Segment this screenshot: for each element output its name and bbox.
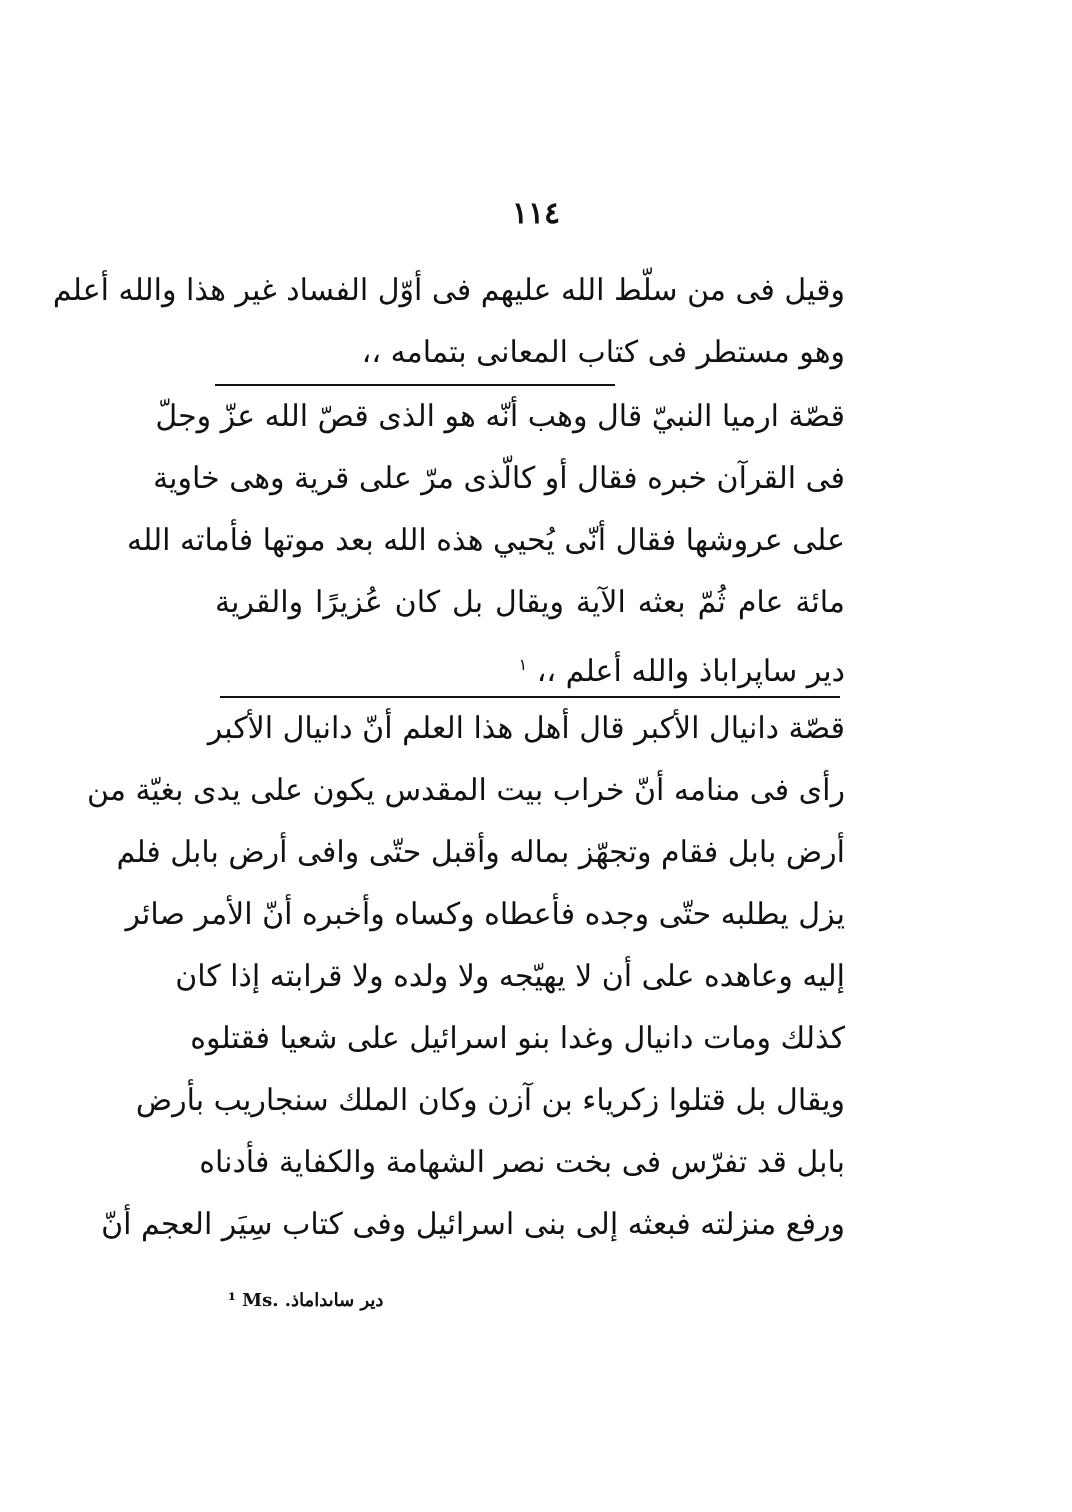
body-text xyxy=(52,260,845,1256)
footnote-reference: ١ xyxy=(518,655,528,674)
text-line-3: قصّة ارميا النبيّ قال وهب أنّه هو الذى قصّ الله عزّ وجلّ xyxy=(155,399,845,434)
text-line-10: أرض بابل فقام وتجهّز بماله وأقبل حتّى وافى أرض بابل فلم xyxy=(116,835,845,870)
footnote-text: دير ساىداماذ. xyxy=(284,1290,384,1311)
text-line-6: مائة عام ثُمّ بعثه الآية ويقال بل كان عُزيرًا والقرية xyxy=(215,585,845,620)
text-line-2: وهو مستطر فى كتاب المعانى بتمامه ،، xyxy=(361,335,845,370)
text-line-7 xyxy=(215,634,845,696)
page-number: ١١٤ xyxy=(511,196,561,231)
text-line-1: وقيل فى من سلّط الله عليهم فى أوّل الفساد غير هذا والله أعلم xyxy=(52,273,845,308)
text-line-14: ويقال بل قتلوا زكرياء بن آزن وكان الملك سنجاريب بأرض xyxy=(135,1083,845,1118)
text-line-8: قصّة دانيال الأكبر قال أهل هذا العلم أنّ دانيال الأكبر xyxy=(207,711,845,746)
text-line-15: بابل قد تفرّس فى بخت نصر الشهامة والكفاية فأدناه xyxy=(199,1145,845,1180)
footnote xyxy=(228,1290,383,1311)
footnote-label: Ms. xyxy=(242,1290,279,1311)
text-line-16: ورفع منزلته فبعثه إلى بنى اسرائيل وفى كتاب سِيَر العجم أنّ xyxy=(101,1207,845,1242)
text-line-12: إليه وعاهده على أن لا يهيّجه ولا ولده ولا قرابته إذا كان xyxy=(175,959,845,994)
footnote-marker: ¹ xyxy=(228,1290,236,1311)
text-line-11: يزل يطلبه حتّى وجده فأعطاه وكساه وأخبره أنّ الأمر صائر xyxy=(125,897,845,932)
text-line-13: كذلك ومات دانيال وغدا بنو اسرائيل على شعيا فقتلوه xyxy=(190,1021,845,1056)
text-line-5: على عروشها فقال أنّى يُحيي هذه الله بعد موتها فأماته الله xyxy=(126,523,845,558)
text-line-9: رأى فى منامه أنّ خراب بيت المقدس يكون على يدى بغيّة من xyxy=(87,773,845,808)
text-line-7-content: دير ساپراباذ والله أعلم ،، xyxy=(536,654,845,689)
text-line-4: فى القرآن خبره فقال أو كالّذى مرّ على قرية وهى خاوية xyxy=(153,461,845,496)
